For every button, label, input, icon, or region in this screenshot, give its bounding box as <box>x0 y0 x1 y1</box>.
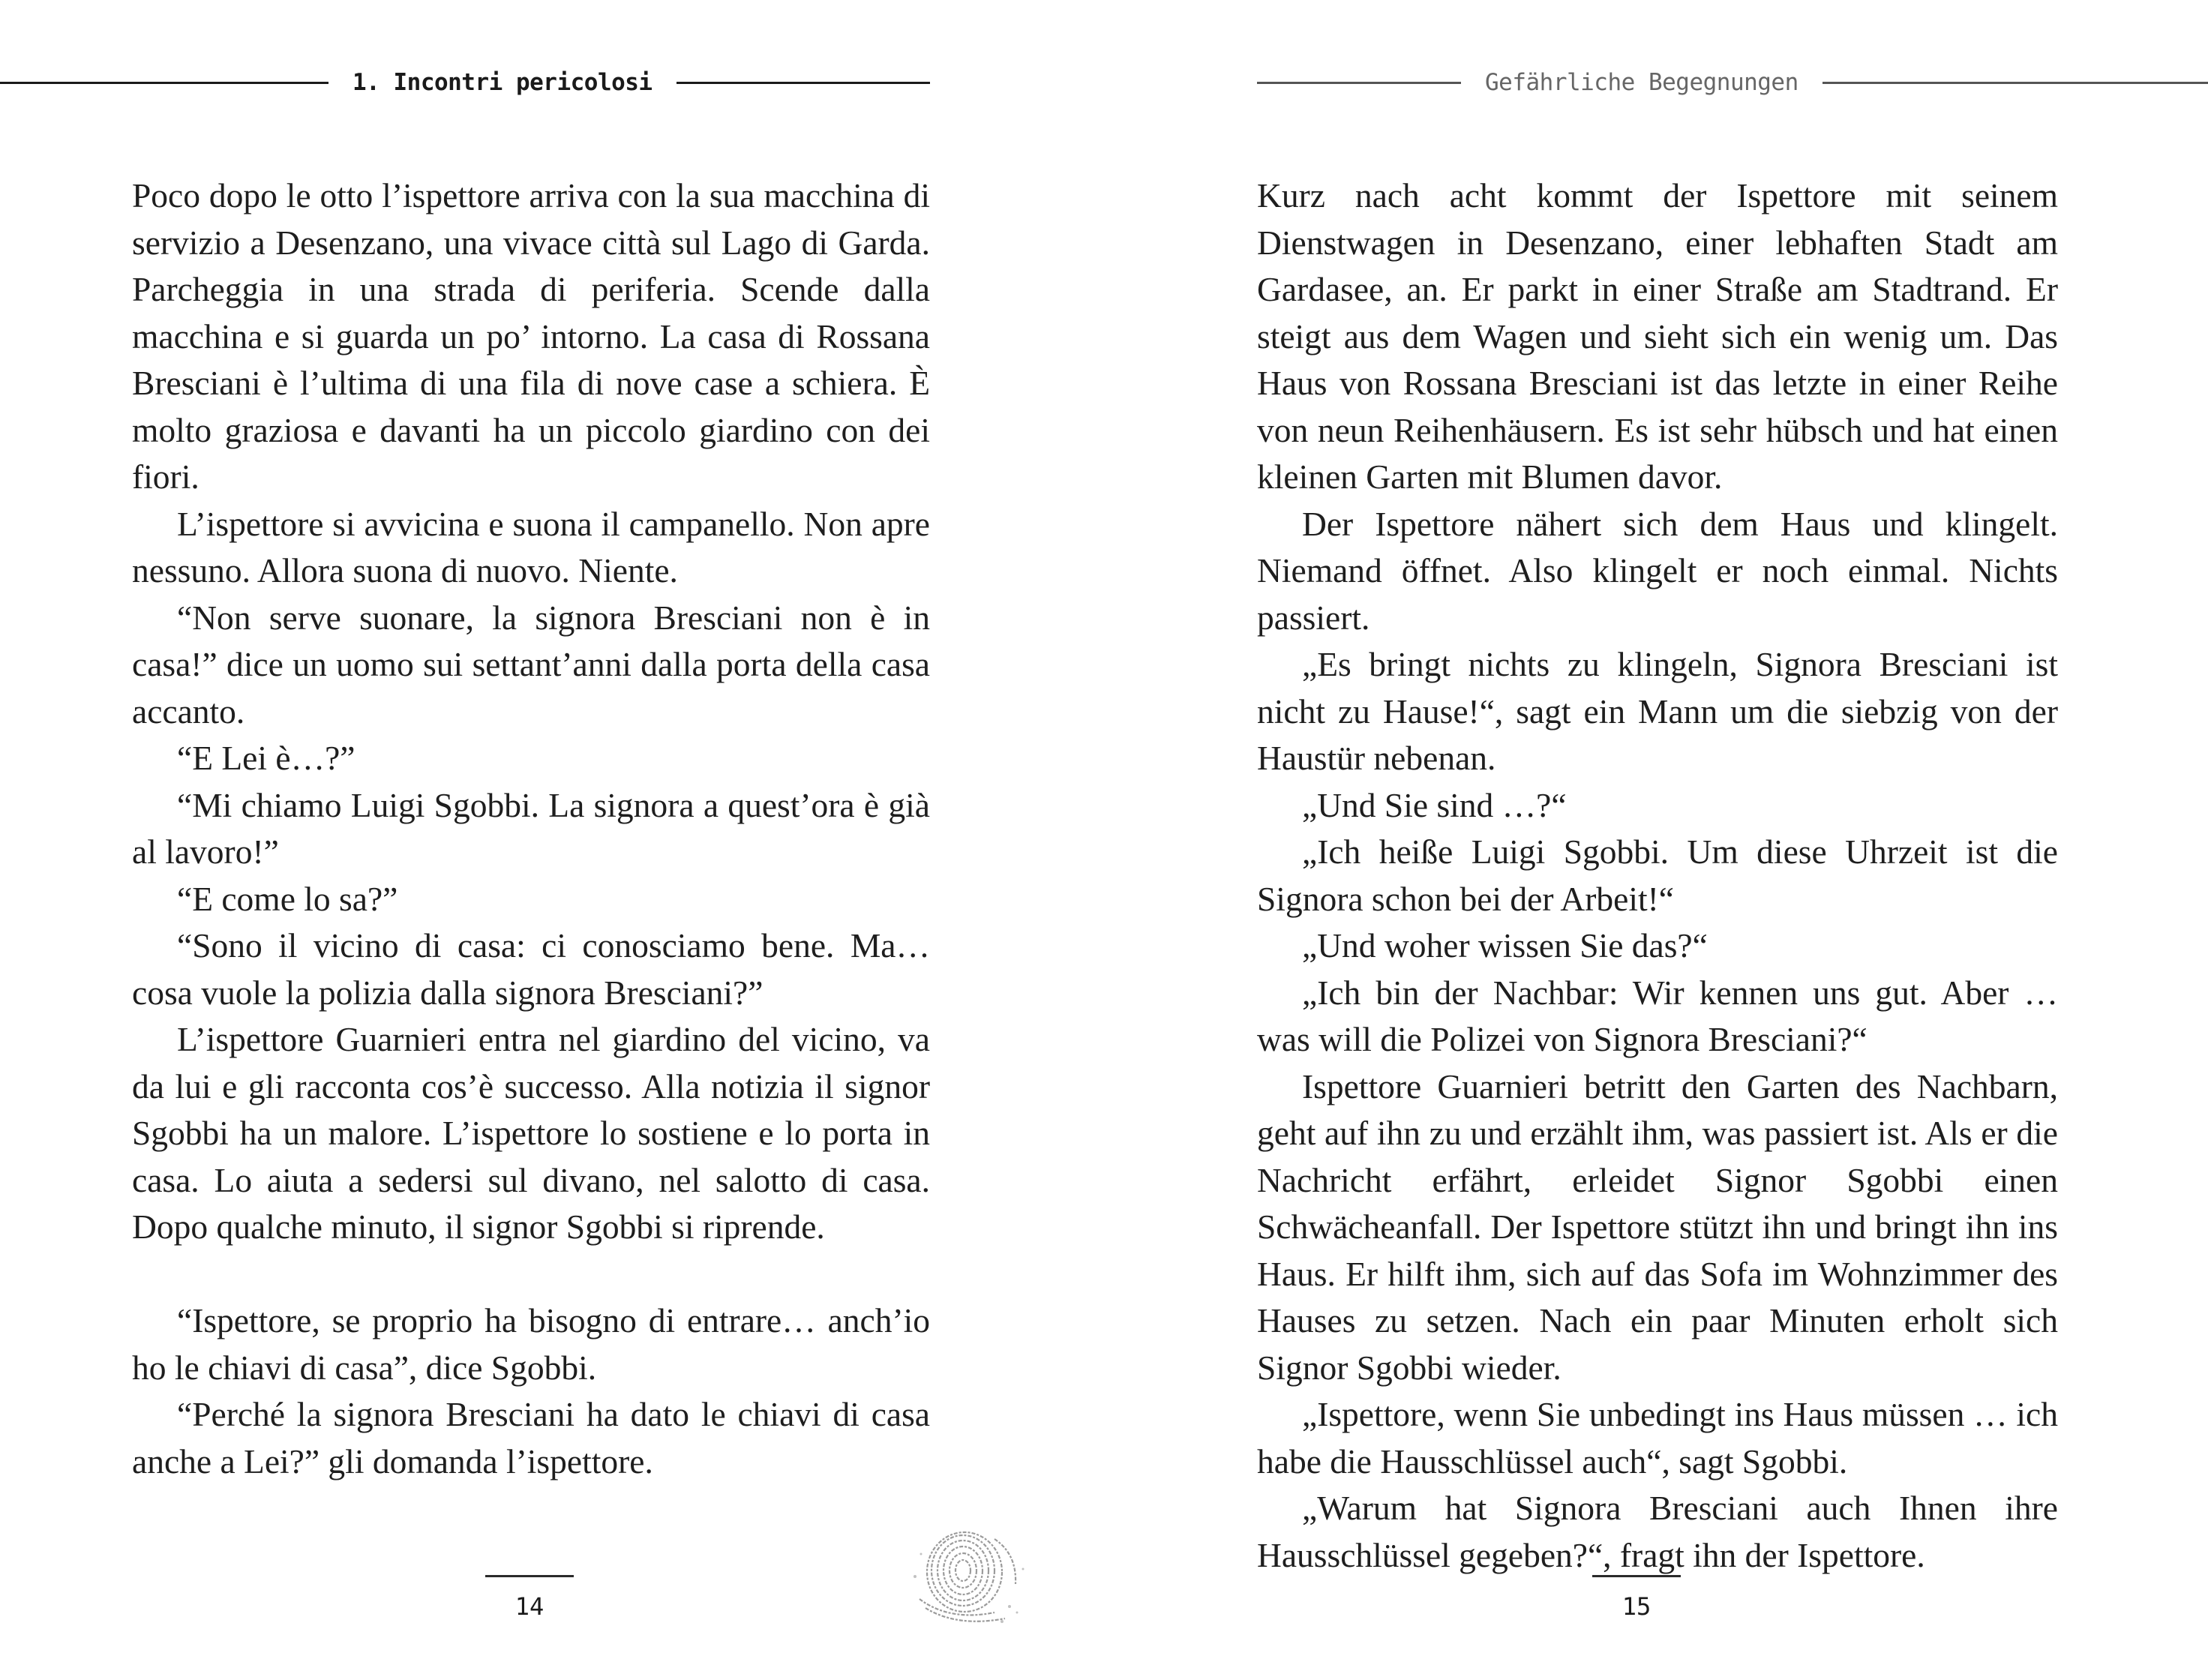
paragraph: “Non serve suonare, la signora Bresciani non è in casa!” dice un uomo sui settant’anni dalla porta della casa accanto. <box>132 598 930 730</box>
paragraph: Poco dopo le otto l’ispettore arriva con la sua macchina di servizio a Desenzano, una vivace città sul Lago di Garda. Parcheggia in una strada di periferia. Scende dalla macchina e si guarda un po’ intorno. La casa di Rossana Bresciani è l’ultima di una fila di nove case a schiera. È molto graziosa e davanti ha un piccolo giardino con dei fiori. <box>132 176 930 496</box>
paragraph: “Mi chiamo Luigi Sgobbi. La signora a quest’ora è già al lavoro!” <box>132 785 930 871</box>
running-head-left <box>0 68 930 98</box>
right-page <box>1104 0 2208 1680</box>
page-number: 14 <box>514 1592 544 1621</box>
running-head-right <box>1257 68 2208 98</box>
body-text-italian <box>132 172 930 1485</box>
chapter-title: Gefährliche Begegnungen <box>1485 69 1798 96</box>
folio-rule <box>1592 1575 1681 1577</box>
page-number-left <box>484 1575 574 1621</box>
paragraph: “Sono il vicino di casa: ci conosciamo bene. Ma… cosa vuole la polizia dalla signora Bresciani?” <box>132 926 930 1012</box>
header-rule <box>676 82 930 84</box>
header-rule <box>1822 82 2208 84</box>
paragraph: „Und woher wissen Sie das?“ <box>1302 926 1708 964</box>
header-rule <box>1257 82 1461 84</box>
page-number-right <box>1592 1575 1682 1621</box>
paragraph: Ispettore Guarnieri betritt den Garten des Nachbarn, geht auf ihn zu und erzählt ihm, was passiert ist. Als er die Nachricht erfährt, erleidet Signor Sgobbi einen Schwächeanfall. Der Ispettore stützt ihn und bringt ihn ins Haus. Er hilft ihm, sich auf das Sofa im Wohnzimmer des Hauses zu setzen. Nach ein paar Minuten erholt sich Signor Sgobbi wieder. <box>1257 1066 2058 1387</box>
paragraph: “Ispettore, se proprio ha bisogno di entrare… anch’io ho le chiavi di casa”, dice Sgobbi. <box>132 1301 930 1387</box>
paragraph: „Und Sie sind …?“ <box>1302 785 1567 824</box>
fingerprint-icon <box>904 1524 1032 1629</box>
paragraph: Kurz nach acht kommt der Ispettore mit seinem Dienstwagen in Desenzano, einer lebhaften Stadt am Gardasee, an. Er parkt in einer Straße am Stadtrand. Er steigt aus dem Wagen und sieht sich ein wenig um. Das Haus von Rossana Bresciani ist das letzte in einer Reihe von neun Reihenhäusern. Es ist sehr hübsch und hat einen kleinen Garten mit Blumen davor. <box>1257 176 2058 496</box>
chapter-title: 1. Incontri pericolosi <box>352 69 652 96</box>
paragraph: L’ispettore Guarnieri entra nel giardino del vicino, va da lui e gli racconta cos’è successo. Alla notizia il signor Sgobbi ha un malore. L’ispettore lo sostiene e lo porta in casa. Lo aiuta a sedersi sul divano, nel salotto di casa. Dopo qualche minuto, il signor Sgobbi si riprende. <box>132 1020 930 1246</box>
body-text-german <box>1257 172 2058 1579</box>
paragraph: Der Ispettore nähert sich dem Haus und klingelt. Niemand öffnet. Also klingelt er noch einmal. Nichts passiert. <box>1257 504 2058 637</box>
header-rule <box>0 82 328 84</box>
paragraph: „Ich heiße Luigi Sgobbi. Um diese Uhrzeit ist die Signora schon bei der Arbeit!“ <box>1257 832 2058 918</box>
paragraph: “Perché la signora Bresciani ha dato le chiavi di casa anche a Lei?” gli domanda l’ispettore. <box>132 1395 930 1480</box>
paragraph: “E Lei è…?” <box>177 739 356 777</box>
paragraph: „Warum hat Signora Bresciani auch Ihnen ihre Hausschlüssel gegeben?“, fragt ihn der Ispettore. <box>1257 1489 2058 1574</box>
folio-rule <box>485 1575 574 1577</box>
page-number: 15 <box>1622 1592 1652 1621</box>
paragraph: “E come lo sa?” <box>177 879 398 918</box>
paragraph: „Ispettore, wenn Sie unbedingt ins Haus müssen … ich habe die Hausschlüssel auch“, sagt Sgobbi. <box>1257 1395 2058 1480</box>
paragraph: L’ispettore si avvicina e suona il campanello. Non apre nessuno. Allora suona di nuovo. Niente. <box>132 504 930 590</box>
paragraph: „Ich bin der Nachbar: Wir kennen uns gut. Aber … was will die Polizei von Signora Bresciani?“ <box>1257 973 2058 1058</box>
paragraph: „Es bringt nichts zu klingeln, Signora Bresciani ist nicht zu Hause!“, sagt ein Mann um die siebzig von der Haustür nebenan. <box>1257 645 2058 777</box>
